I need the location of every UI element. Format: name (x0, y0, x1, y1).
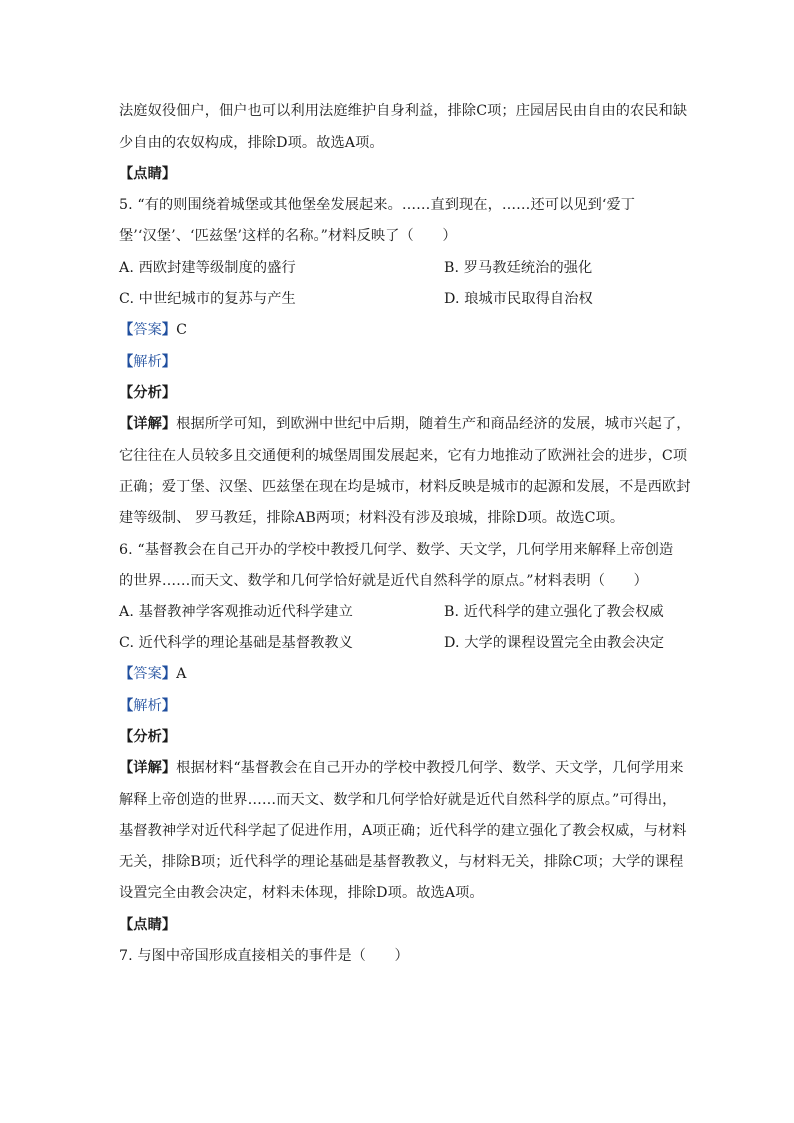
q7-stem-line-1: 7. 与图中帝国形成直接相关的事件是（ ） (119, 948, 409, 964)
dianjing-label: 点睛 (133, 166, 162, 182)
q5-answer-tag: 答案 (133, 322, 162, 338)
q5-detail-line-2: 它往往在人员较多且交通便利的城堡周围发展起来，它有力地推动了欧洲社会的进步，C项 (119, 448, 688, 464)
q6-detail-line-1: 【详解】根据材料“基督教会在自己开办的学校中教授几何学、数学、天文学，几何学用来 (119, 760, 684, 776)
q5-jiexi-label: 解析 (133, 354, 162, 370)
intro-line-2: 少自由的农奴构成，排除D项。故选A项。 (119, 135, 384, 151)
q6-answer: 【答案】A (119, 666, 187, 682)
q5-answer: 【答案】C (119, 322, 188, 338)
q5-stem-line-1: 5. “有的则围绕着城堡或其他堡垒发展起来。……直到现在，……还可以见到‘爱丁 (119, 197, 636, 213)
q6-detail-line-5: 设置完全由教会决定，材料未体现，排除D项。故选A项。 (119, 885, 484, 901)
q6-answer-tag: 答案 (133, 666, 162, 682)
q5-answer-value: C (176, 322, 188, 338)
q6-jiexi-heading: 【解析】 (119, 698, 177, 714)
q5-detail-line-4: 建等级制、 罗马教廷，排除AB两项；材料没有涉及琅城，排除D项。故选C项。 (119, 510, 625, 526)
q6-option-d: D. 大学的课程设置完全由教会决定 (444, 635, 665, 651)
q6-xiangjie-label: 详解 (133, 760, 162, 776)
dianjing-heading (119, 164, 176, 184)
q5-detail-line-3: 正确；爱丁堡、汉堡、匹兹堡在现在均是城市，材料反映是城市的起源和发展，不是西欧封 (119, 479, 691, 495)
bracket-left: 【 (119, 166, 134, 182)
q6-option-a: A. 基督教神学客观推动近代科学建立 (119, 604, 353, 620)
q5-option-b: B. 罗马教廷统治的强化 (444, 260, 593, 276)
q6-option-c: C. 近代科学的理论基础是基督教教义 (119, 635, 353, 651)
q6-fenxi-label: 分析 (133, 729, 162, 745)
q5-option-c: C. 中世纪城市的复苏与产生 (119, 291, 296, 307)
intro-line-1: 法庭奴役佃户，佃户也可以利用法庭维护自身利益，排除C项；庄园居民由自由的农民和缺 (119, 103, 688, 119)
q6-dianjing-label: 点睛 (133, 917, 162, 933)
q6-answer-value: A (176, 666, 187, 682)
q6-stem-line-1: 6. “基督教会在自己开办的学校中教授几何学、数学、天文学，几何学用来解释上帝创造 (119, 542, 674, 558)
q5-detail-text-1: 根据所学可知，到欧洲中世纪中后期，随着生产和商品经济的发展，城市兴起了， (176, 416, 691, 432)
q5-fenxi-heading: 【分析】 (119, 385, 177, 401)
q6-jiexi-label: 解析 (133, 698, 162, 714)
q5-fenxi-label: 分析 (133, 385, 162, 401)
q5-xiangjie-label: 详解 (133, 416, 162, 432)
q5-option-a: A. 西欧封建等级制度的盛行 (119, 260, 296, 276)
q6-detail-text-1: 根据材料“基督教会在自己开办的学校中教授几何学、数学、天文学，几何学用来 (176, 760, 684, 776)
q6-detail-line-4: 无关，排除B项；近代科学的理论基础是基督教教义，与材料无关，排除C项；大学的课程 (119, 854, 684, 870)
q5-stem-line-2: 堡’‘汉堡’、‘匹兹堡’这样的名称。”材料反映了（ ） (119, 228, 457, 244)
q5-detail-line-1: 【详解】根据所学可知，到欧洲中世纪中后期，随着生产和商品经济的发展，城市兴起了， (119, 416, 691, 432)
q6-fenxi-heading: 【分析】 (119, 729, 177, 745)
q5-option-d: D. 琅城市民取得自治权 (444, 291, 593, 307)
q6-detail-line-3: 基督教神学对近代科学起了促进作用，A项正确；近代科学的建立强化了教会权威，与材料 (119, 823, 687, 839)
q6-detail-line-2: 解释上帝创造的世界……而天文、数学和几何学恰好就是近代自然科学的原点。”可得出， (119, 792, 677, 808)
q6-option-b: B. 近代科学的建立强化了教会权威 (444, 604, 664, 620)
q6-dianjing-heading: 【点睛】 (119, 917, 177, 933)
bracket-right: 】 (161, 166, 177, 182)
q6-stem-line-2: 的世界……而天文、数学和几何学恰好就是近代自然科学的原点。”材料表明（ ） (119, 573, 648, 589)
q5-jiexi-heading: 【解析】 (119, 354, 177, 370)
